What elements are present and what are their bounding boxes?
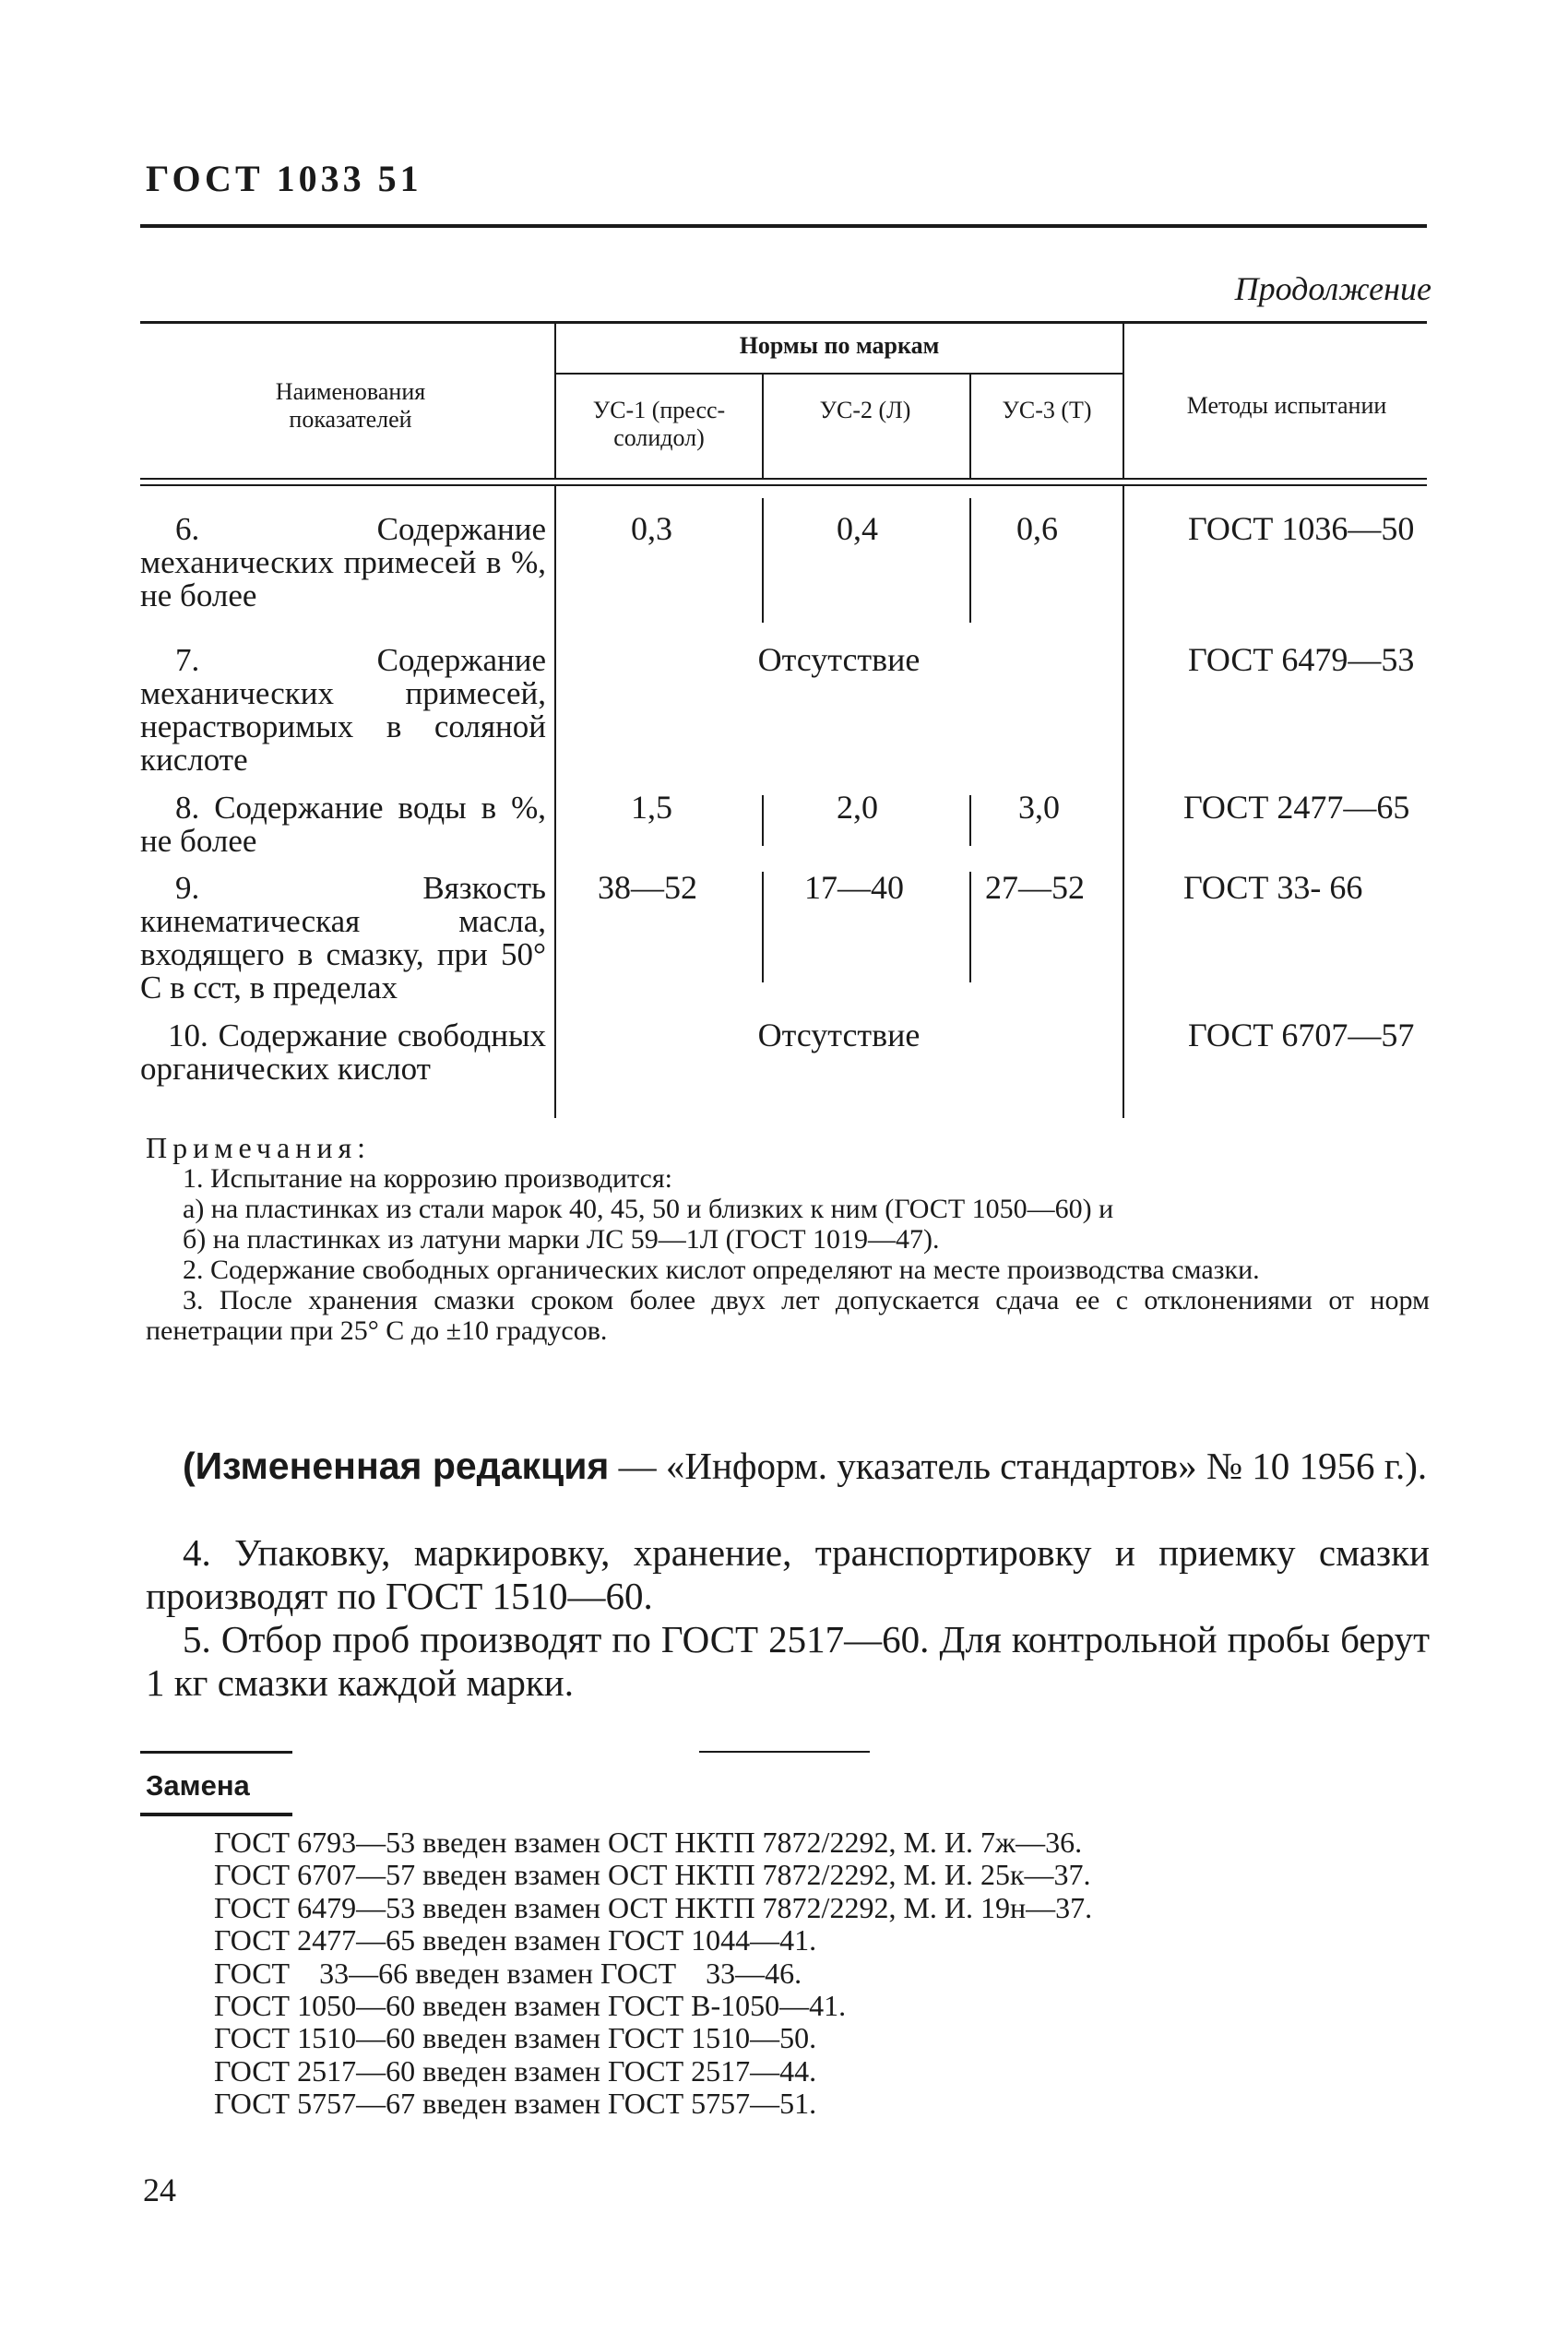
paragraph-4: 4. Упаковку, маркировку, хранение, транспортировку и приемку смазки производят по ГОСТ 1510—60.: [146, 1531, 1430, 1617]
note-line-4: 2. Содержание свободных органических кислот определяют на месте производства смазки.: [183, 1255, 1260, 1285]
table-row-8-name: 8. Содержание воды в %, не более: [140, 790, 546, 859]
table-row-6-v2: 0,4: [837, 510, 878, 547]
table-row-7-merged: Отсутствие: [757, 641, 921, 678]
table-row-10-name: 10. Содержание свободных органических кислот: [140, 1017, 546, 1087]
table-row-6-v1: 0,3: [631, 510, 672, 547]
table-row-8-v2: 2,0: [837, 789, 878, 826]
paragraph-5: 5. Отбор проб производят по ГОСТ 2517—60. Для контрольной пробы берут 1 кг смазки каждой марки.: [146, 1618, 1430, 1704]
amendment-rest: — «Информ. указатель стандартов» № 10 1956 г.).: [609, 1445, 1428, 1487]
table-row-9-v3: 27—52: [985, 869, 1085, 906]
col-divider-4: [1123, 323, 1124, 480]
table-row-9-v1: 38—52: [598, 869, 697, 906]
note-line-3: б) на пластинках из латуни марки ЛС 59—1Л (ГОСТ 1019—47).: [183, 1224, 940, 1255]
notes-title: Примечания:: [146, 1131, 372, 1164]
names-column-header: Наименования показателей: [275, 378, 426, 433]
table-header-rule: [140, 478, 1427, 480]
table-row-7-name: 7. Содержание механических примесей, нерастворимых в соляной кислоте: [140, 642, 546, 778]
table-header-rule-2: [140, 484, 1427, 486]
zamena-line: ГОСТ 1510—60 введен взамен ГОСТ 1510—50.: [214, 2021, 817, 2055]
note-line-5: 3. После хранения смазки сроком более двух лет допускается сдача ее с отклонениями от норм пенетрации при 25° С до ±10 градусов.: [146, 1285, 1430, 1346]
zamena-bottom-rule: [140, 1813, 292, 1816]
grade-header-2: УС-2 (Л): [819, 397, 911, 423]
zamena-title: Замена: [146, 1769, 250, 1802]
col-divider-2: [762, 374, 764, 480]
table-top-rule: [140, 321, 1427, 324]
zamena-line: ГОСТ 2517—60 введен взамен ГОСТ 2517—44.: [214, 2053, 817, 2088]
note-line-1: 1. Испытание на коррозию производится:: [183, 1163, 672, 1194]
zamena-line: ГОСТ 6793—53 введен взамен ОСТ НКТП 7872/2292, М. И. 7ж—36.: [214, 1826, 1083, 1859]
row6-divider-b: [969, 498, 971, 623]
table-row-9-v2: 17—40: [804, 869, 904, 906]
table-row-8-method: ГОСТ 2477—65: [1183, 789, 1410, 826]
table-row-6-name: 6. Содержание механических примесей в %, не более: [140, 511, 546, 613]
header-rule: [140, 224, 1427, 228]
amendment-bold: (Измененная редакция: [183, 1445, 610, 1487]
zamena-line: ГОСТ 1050—60 введен взамен ГОСТ В-1050—41.: [214, 1989, 847, 2023]
table-row-6-v3: 0,6: [1016, 510, 1058, 547]
table-row-10-merged: Отсутствие: [757, 1017, 921, 1053]
row8-divider-a: [762, 795, 764, 846]
table-row-7-method: ГОСТ 6479—53: [1188, 641, 1415, 678]
zamena-line: ГОСТ 6707—57 введен взамен ОСТ НКТП 7872/2292, М. И. 25к—37.: [214, 1858, 1091, 1892]
table-row-10-method: ГОСТ 6707—57: [1188, 1017, 1415, 1053]
row6-divider-a: [762, 498, 764, 623]
grades-group-header: Нормы по маркам: [739, 332, 940, 359]
methods-column-header: Методы испытании: [1186, 392, 1387, 419]
table-row-8-v3: 3,0: [1018, 789, 1060, 826]
table-row-8-v1: 1,5: [631, 789, 672, 826]
grade-header-3: УС-3 (Т): [1002, 397, 1092, 423]
table-row-9-name: 9. Вязкость кинематическая масла, входящего в смазку, при 50° С в сст, в пределах: [140, 870, 546, 1005]
row9-divider-b: [969, 872, 971, 982]
continued-label: Продолжение: [1234, 270, 1431, 307]
zamena-line: ГОСТ 6479—53 введен взамен ОСТ НКТП 7872/2292, М. И. 19н—37.: [214, 1890, 1093, 1924]
group-header-rule: [555, 373, 1123, 375]
zamena-list: [214, 1826, 1092, 2121]
section-divider: [699, 1751, 870, 1753]
amendment-note: [146, 1445, 1430, 1488]
zamena-top-rule: [140, 1751, 292, 1754]
notes-block: [146, 1133, 1430, 1346]
zamena-line: ГОСТ 2477—65 введен взамен ГОСТ 1044—41.: [214, 1923, 817, 1957]
grade-header-1: УС-1 (пресс-солидол): [592, 397, 726, 451]
table-row-6-method: ГОСТ 1036—50: [1188, 510, 1415, 547]
body-divider-right: [1123, 486, 1124, 1118]
row8-divider-b: [969, 795, 971, 846]
row9-divider-a: [762, 872, 764, 982]
zamena-line: ГОСТ 5757—67 введен взамен ГОСТ 5757—51.: [214, 2087, 817, 2121]
page-header-code: ГОСТ 1033 51: [146, 158, 422, 199]
col-divider-1: [554, 323, 556, 480]
page-number: 24: [143, 2171, 176, 2208]
table-row-9-method: ГОСТ 33- 66: [1183, 869, 1363, 906]
col-divider-3: [969, 374, 971, 480]
zamena-line: ГОСТ 33—66 введен взамен ГОСТ 33—46.: [214, 1956, 802, 1990]
note-line-2: а) на пластинках из стали марок 40, 45, 50 и близких к ним (ГОСТ 1050—60) и: [183, 1194, 1114, 1224]
